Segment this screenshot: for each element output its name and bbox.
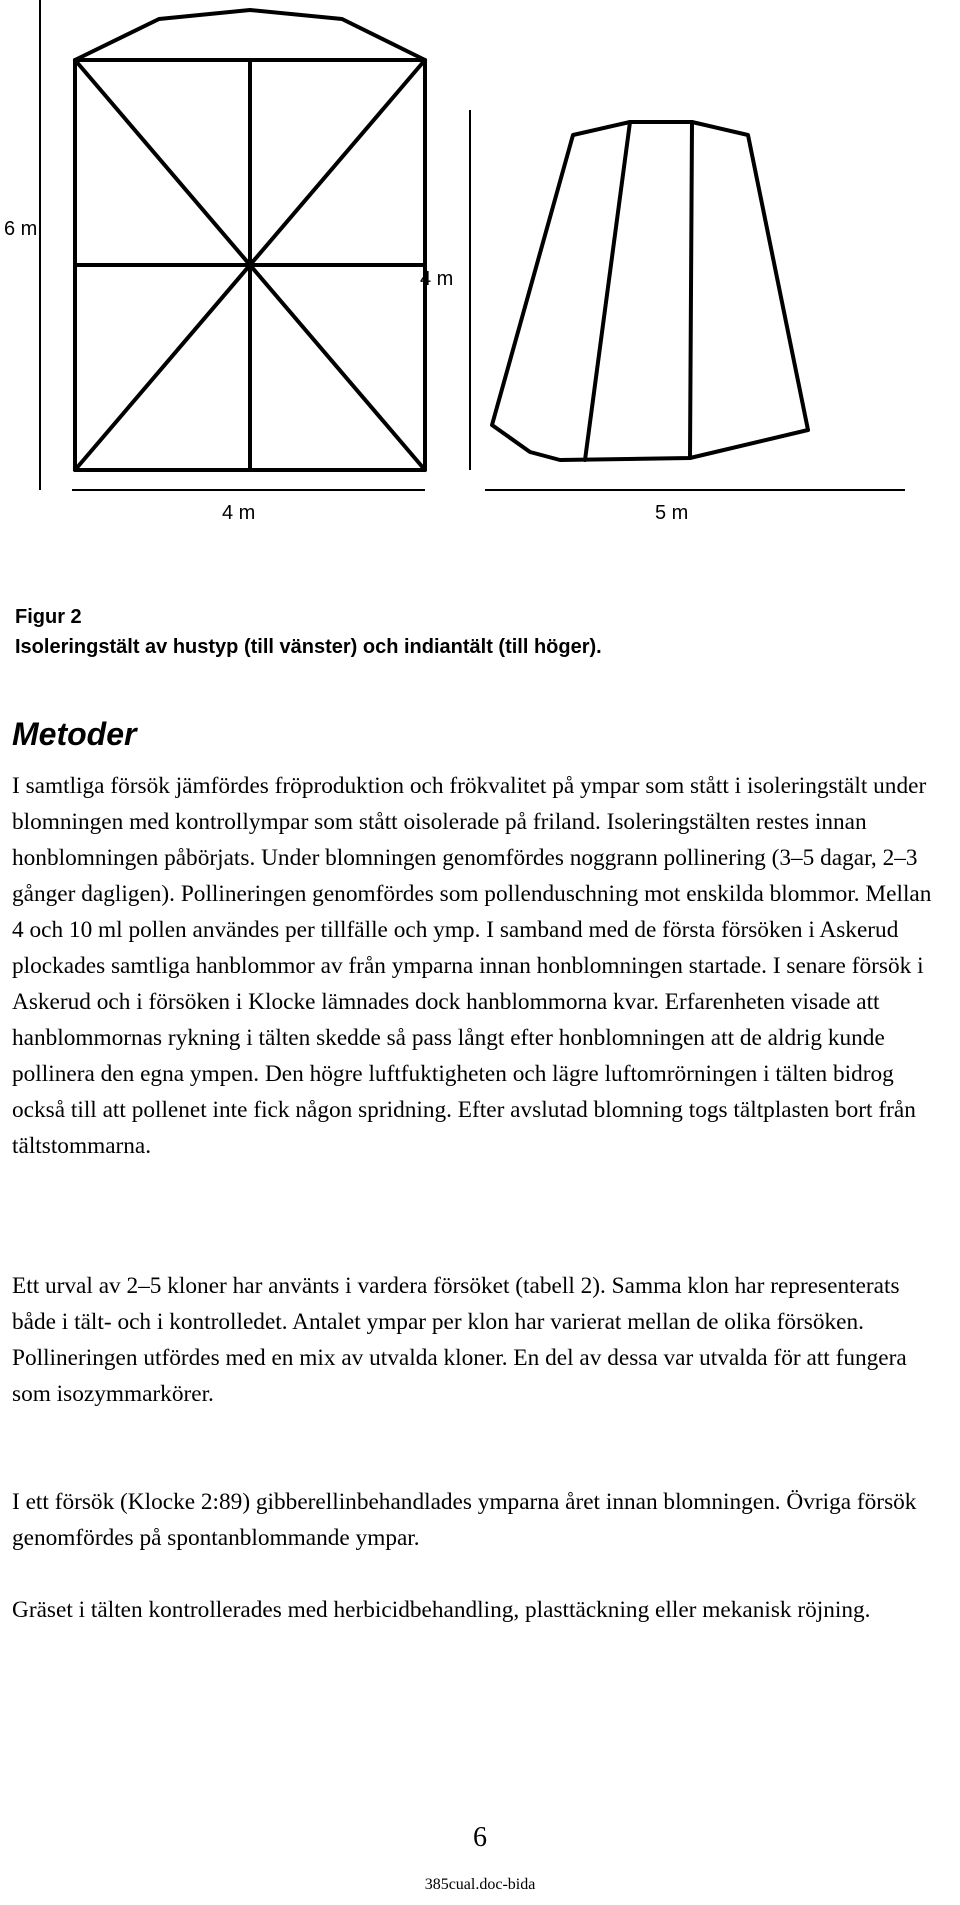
paragraph-gibberellin: I ett försök (Klocke 2:89) gibberellinbehandlades ymparna året innan blomningen. Övriga försök genomfördes på spontanblommande ympar. [12, 1489, 917, 1551]
paragraph-methods: I samtliga försök jämfördes fröproduktion och frökvalitet på ympar som stått i isoleringstält under blomningen med kontrollympar som stått oisolerade på friland. Isoleringstälten restes innan honblomningen påbörjats. Under blomningen genomfördes noggrann pollinering (3–5 dagar, 2–3 gånger dagligen). Pollineringen genomfördes som pollenduschning mot enskilda blommor. Mellan 4 och 10 ml pollen användes per tillfälle och ymp. I samband med de första försöken i Askerud plockades samtliga hanblommor av från ymparna innan honblomningen startade. I senare försök i Askerud och i försöken i Klocke lämnades dock hanblommorna kvar. Erfarenheten visade att hanblommornas rykning i tälten skedde så pass långt efter honblomningen att de aldrig kunde pollinera den egna ympen. Den högre luftfuktigheten och lägre luftomrörningen i tälten bidrog också till att pollenet inte fick någon spridning. Efter avslutad blomning togs tältplasten bort från tältstommarna. [12, 773, 932, 1159]
indian-tent-frame [492, 122, 808, 460]
left-height-label: 6 m [4, 218, 38, 240]
figure-caption [15, 602, 602, 662]
house-tent-frame [75, 10, 425, 470]
figure-number: Figur 2 [15, 606, 82, 628]
paragraph-grass-control: Gräset i tälten kontrollerades med herbicidbehandling, plasttäckning eller mekanisk röjning. [12, 1597, 871, 1623]
page-footer: 385cual.doc-bida [424, 1876, 536, 1893]
figure-caption-text: Isoleringstält av hustyp (till vänster) och indiantält (till höger). [15, 636, 602, 658]
tent-diagram [0, 0, 960, 540]
paragraph-clones: Ett urval av 2–5 kloner har använts i vardera försöket (tabell 2). Samma klon har representerats både i tält- och i kontrolledet. Antalet ympar per klon har varierat mellan de olika försöken. Pollineringen utfördes med en mix av utvalda kloner. En del av dessa var utvalda för att fungera som isozymmarkörer. [12, 1273, 907, 1407]
left-width-label: 4 m [222, 502, 256, 524]
page-number: 6 [473, 1822, 487, 1853]
right-width-label: 5 m [655, 502, 689, 524]
tent-figure [0, 0, 960, 540]
right-height-label: 4 m [420, 268, 454, 290]
section-heading: Metoder [12, 716, 137, 752]
